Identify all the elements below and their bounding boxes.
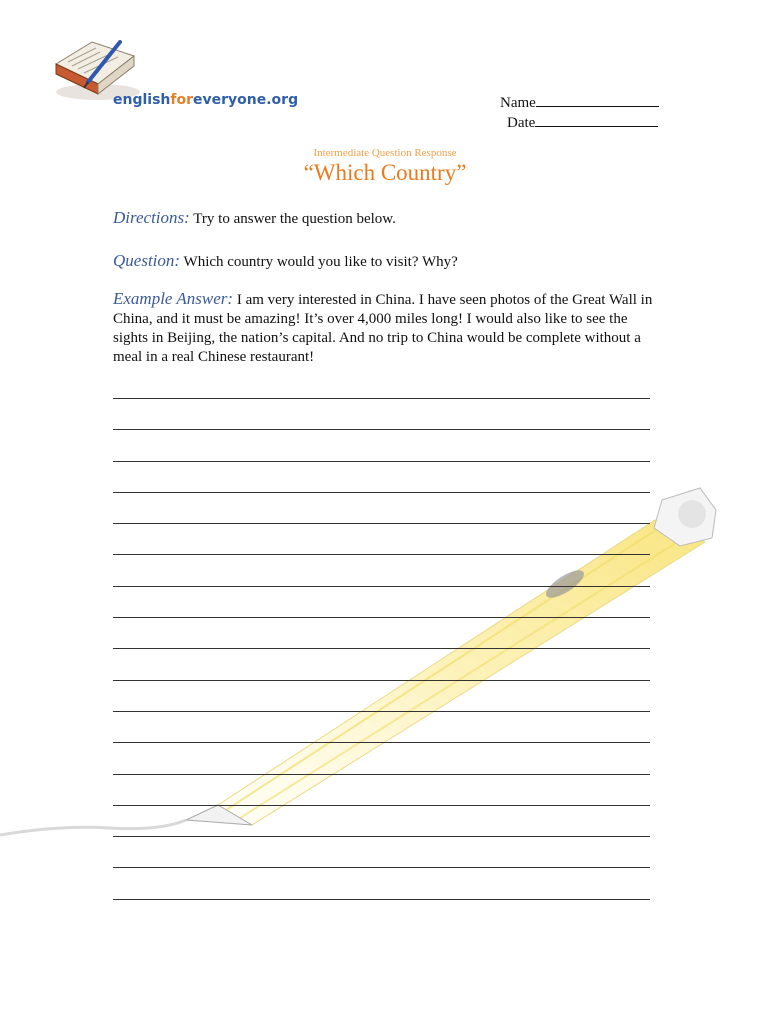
writing-line[interactable] [113, 398, 650, 429]
directions-paragraph [113, 208, 658, 229]
writing-line[interactable] [113, 523, 650, 554]
writing-line[interactable] [113, 742, 650, 773]
writing-line[interactable] [113, 680, 650, 711]
writing-line[interactable] [113, 711, 650, 742]
logo-text-part3: everyone.org [193, 92, 299, 108]
name-field[interactable] [536, 93, 659, 107]
site-logo-text[interactable] [113, 92, 298, 108]
writing-line[interactable] [113, 617, 650, 648]
writing-line[interactable] [113, 429, 650, 460]
example-answer-paragraph [113, 289, 658, 367]
writing-line[interactable] [113, 867, 650, 898]
directions-label: Directions: [113, 208, 190, 227]
example-answer-label: Example Answer: [113, 289, 234, 308]
writing-line[interactable] [113, 648, 650, 679]
writing-line[interactable] [113, 836, 650, 867]
name-row [500, 93, 659, 113]
name-label: Name [500, 95, 536, 111]
date-row [500, 113, 659, 133]
writing-line[interactable] [113, 586, 650, 617]
example-answer-text: I am very interested in China. I have seen photos of the Great Wall in China, and it must be amazing! It’s over 4,000 miles long! I would also like to see the sights in Beijing, the nation’s capital. And no trip to China would be complete without a meal in a real Chinese restaurant! [113, 292, 653, 365]
writing-line[interactable] [113, 805, 650, 836]
directions-text: Try to answer the question below. [193, 211, 396, 227]
writing-line[interactable] [113, 774, 650, 805]
logo-text-part1: english [113, 92, 171, 108]
worksheet-title: “Which Country” [303, 160, 467, 185]
logo-text-part2: for [170, 92, 194, 108]
writing-line[interactable] [113, 461, 650, 492]
writing-line[interactable] [113, 899, 650, 930]
writing-line[interactable] [113, 554, 650, 585]
date-label: Date [507, 115, 536, 131]
question-label: Question: [113, 251, 181, 270]
answer-writing-area[interactable] [113, 398, 650, 930]
question-text: Which country would you like to visit? Why? [183, 254, 458, 270]
question-paragraph [113, 251, 658, 272]
worksheet-subtitle: Intermediate Question Response [313, 147, 457, 159]
date-field[interactable] [535, 113, 658, 127]
name-date-block [500, 93, 659, 133]
writing-line[interactable] [113, 492, 650, 523]
